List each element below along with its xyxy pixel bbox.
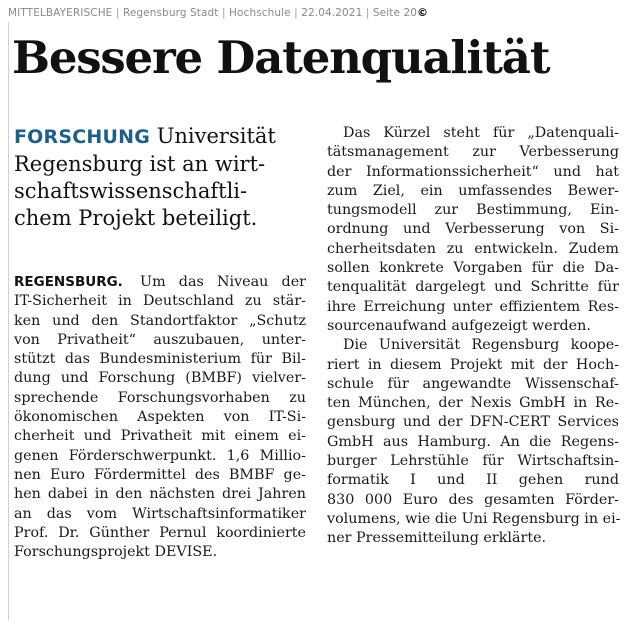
source-name: MITTELBAYERISCHE xyxy=(8,7,113,19)
body-line: tätsmanagement zur Verbesserung xyxy=(327,144,619,161)
article-column-2 xyxy=(327,124,619,549)
body-line: genen Förderschwerpunkt. 1,6 Millio- xyxy=(14,447,306,464)
dateline: REGENSBURG. xyxy=(14,274,123,290)
body-line: dung und Forschung (BMBF) vielver- xyxy=(14,370,306,387)
body-line xyxy=(14,273,306,292)
body-line: hen dabei in den nächsten drei Jahren xyxy=(14,486,306,503)
source-meta-line xyxy=(8,6,428,19)
body-line: ten München, der Nexis GmbH in Re- xyxy=(327,395,619,412)
body-line: schule für angewandte Wissenschaf- xyxy=(327,375,619,392)
meta-separator: | xyxy=(112,7,123,19)
subhead-kicker: FORSCHUNG xyxy=(14,126,151,148)
body-line: zum Ziel, ein umfassendes Bewer- xyxy=(327,182,619,199)
body-line: tungsmodell zur Bestimmung, Ein- xyxy=(327,202,619,219)
body-line: ner Pressemitteilung erklärte. xyxy=(327,530,547,547)
subsection-name: Hochschule xyxy=(229,7,291,19)
body-line: nen Euro Fördermittel des BMBF ge- xyxy=(14,466,306,483)
body-line: stützt das Bundesministerium für Bil- xyxy=(14,351,306,368)
article-subhead xyxy=(14,123,304,232)
body-line: cherheitsdaten zu entwickeln. Zudem xyxy=(327,240,619,257)
body-line: Das Kürzel steht für „Datenquali- xyxy=(343,125,619,141)
meta-separator: | xyxy=(362,7,373,19)
left-margin-rule xyxy=(8,22,9,620)
body-line: tenqualität dargelegt und Schritte für xyxy=(327,279,619,296)
body-line: riert in diesem Projekt mit der Hoch- xyxy=(327,356,619,373)
body-line: an das vom Wirtschaftsinformatiker xyxy=(14,505,306,522)
body-line: ihre Erreichung unter effizientem Res- xyxy=(327,298,619,315)
body-line: von Privatheit“ auszubauen, unter- xyxy=(14,331,306,348)
meta-separator: | xyxy=(290,7,302,19)
body-line: Prof. Dr. Günther Pernul koordinierte xyxy=(14,524,306,541)
body-line-text: Um das Niveau der xyxy=(140,274,307,290)
body-line: burger Lehrstühle für Wirtschaftsin- xyxy=(327,453,619,470)
body-line: sprechende Forschungsvorhaben zu xyxy=(14,389,306,406)
body-line: formatik I und II gehen rund xyxy=(327,472,619,489)
body-line: ordnung und Verbesserung von Si- xyxy=(327,221,619,238)
body-line: cherheit und Privatheit mit einem ei- xyxy=(14,428,306,445)
body-line: volumens, wie die Uni Regensburg in ei- xyxy=(327,510,621,527)
copyright-icon: © xyxy=(417,6,429,19)
body-line: IT-Sicherheit in Deutschland zu stär- xyxy=(14,293,306,310)
body-line: sourcenaufwand aufgezeigt werden. xyxy=(327,317,591,334)
subhead-line xyxy=(14,123,304,151)
body-line: 830 000 Euro des gesamten Förder- xyxy=(327,491,619,508)
body-line: ökonomischen Aspekten von IT-Si- xyxy=(14,409,306,426)
body-line: gensburg und der DFN-CERT Services xyxy=(327,414,619,431)
meta-separator: | xyxy=(218,7,230,19)
subhead-line-text: Universität xyxy=(150,124,276,148)
subhead-line: Regensburg ist an wirt- xyxy=(14,152,266,176)
page-number: Seite 20 xyxy=(372,7,418,19)
body-line: Die Universität Regensburg koope- xyxy=(343,337,619,354)
article-column-1 xyxy=(14,273,306,562)
article-headline: Bessere Datenqualität xyxy=(12,31,550,84)
body-line: ken und den Standortfaktor „Schutz xyxy=(14,312,306,329)
publication-date: 22.04.2021 xyxy=(301,7,363,19)
body-line: GmbH aus Hamburg. An die Regens- xyxy=(327,433,619,450)
body-line: der Informationssicherheit“ und hat xyxy=(327,163,619,180)
subhead-line: chem Projekt beteiligt. xyxy=(14,206,258,230)
body-line: sollen konkrete Vorgaben für die Da- xyxy=(327,260,619,277)
subhead-line: schaftswissenschaftli- xyxy=(14,179,248,203)
section-name: Regensburg Stadt xyxy=(122,7,219,19)
body-line: Forschungsprojekt DEVISE. xyxy=(14,544,218,561)
